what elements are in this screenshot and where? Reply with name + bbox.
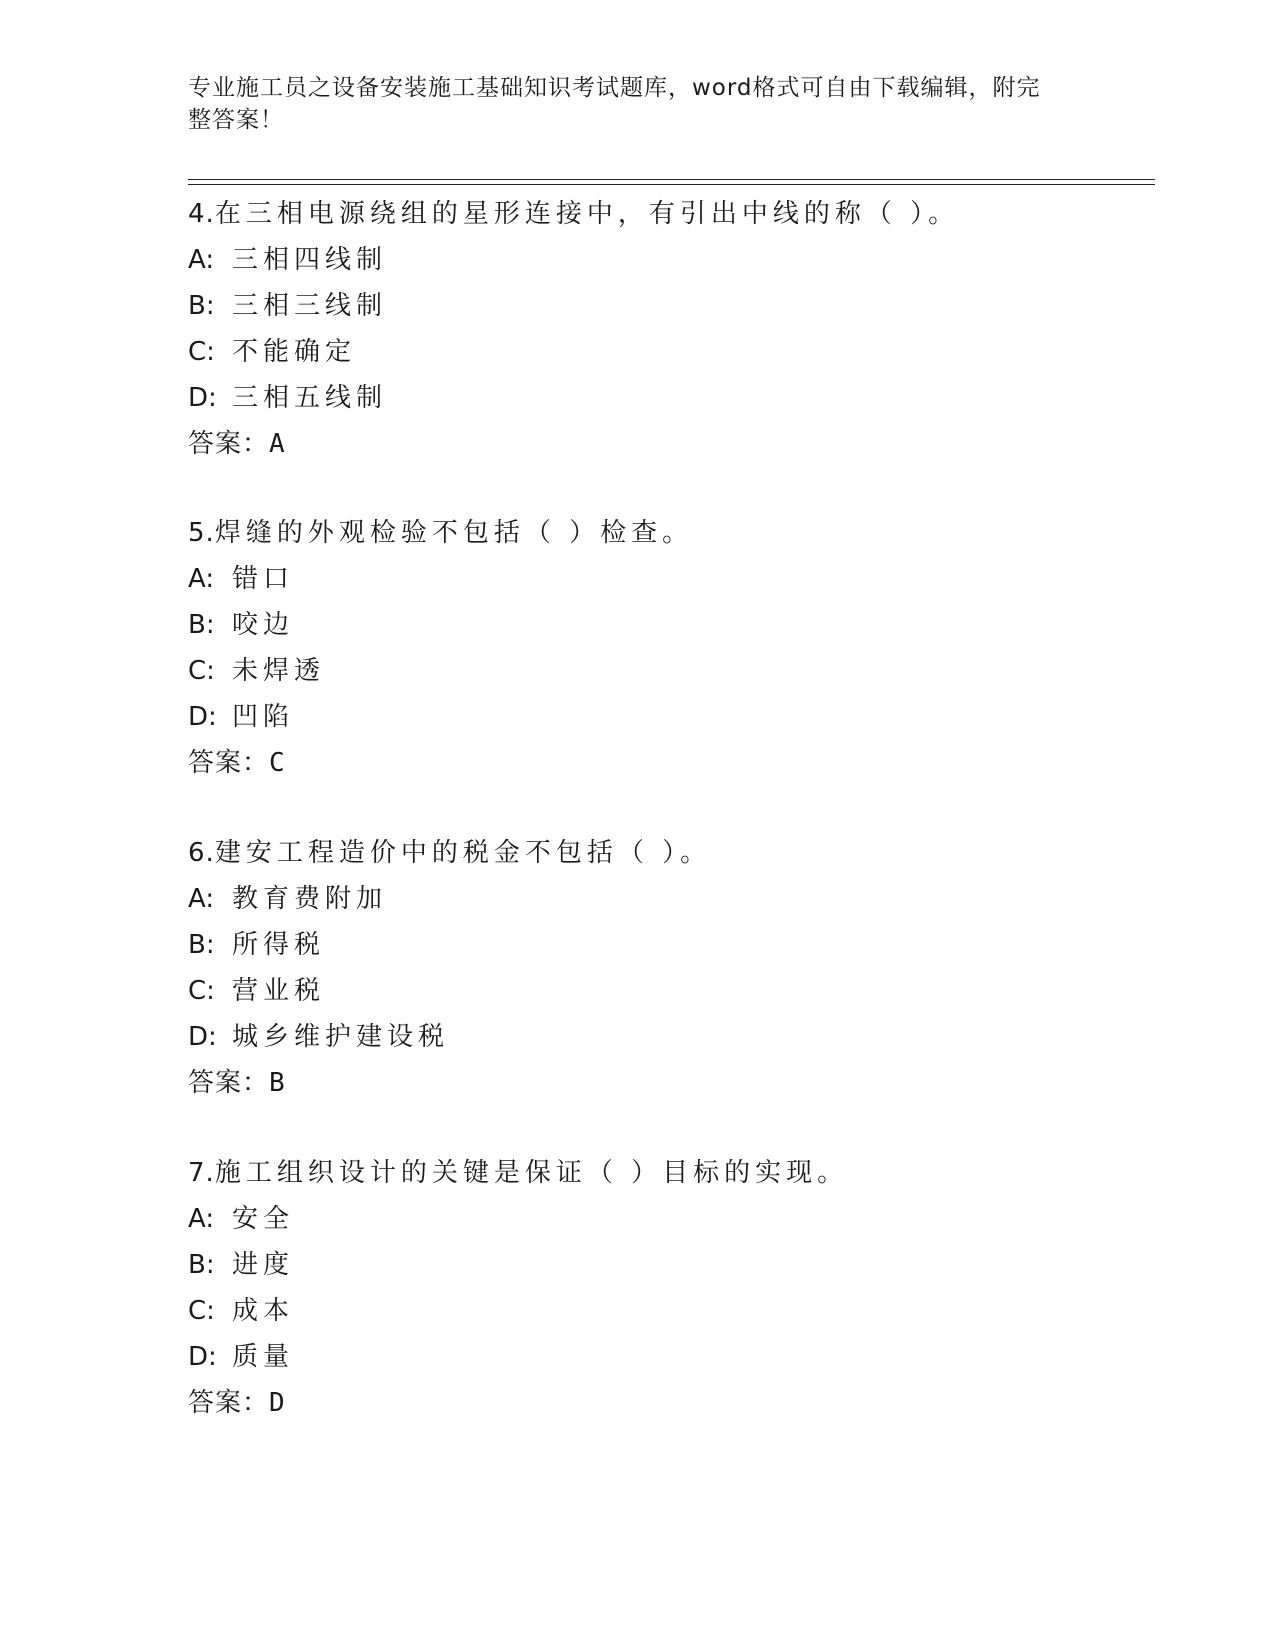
option-letter: B: (188, 291, 215, 321)
answer-label: 答案： (188, 1388, 270, 1418)
option-text: 成本 (232, 1296, 295, 1326)
header-rule-bottom (188, 184, 1155, 185)
answer-label: 答案： (188, 748, 270, 778)
option-c (188, 968, 1155, 1014)
option-letter: D: (188, 702, 217, 732)
option-letter: C: (188, 976, 215, 1006)
question-text: 在三相电源绕组的星形连接中，有引出中线的称（ ）。 (214, 199, 960, 229)
option-text: 进度 (232, 1250, 295, 1280)
question-text: 焊缝的外观检验不包括（ ）检查。 (214, 518, 694, 548)
option-letter: A: (188, 884, 215, 914)
answer-line (188, 1380, 1155, 1426)
question-text: 建安工程造价中的税金不包括（ ）。 (214, 838, 712, 868)
answer-label: 答案： (188, 1068, 270, 1098)
option-text: 不能确定 (232, 337, 357, 367)
option-d (188, 1014, 1155, 1060)
option-a (188, 1196, 1155, 1242)
answer-line (188, 421, 1155, 467)
option-c (188, 1288, 1155, 1334)
option-letter: D: (188, 1342, 217, 1372)
option-text: 营业税 (232, 976, 326, 1006)
option-text: 三相三线制 (232, 291, 388, 321)
option-letter: D: (188, 383, 217, 413)
option-letter: A: (188, 564, 215, 594)
option-b (188, 922, 1155, 968)
header-line-1: 专业施工员之设备安装施工基础知识考试题库，word格式可自由下载编辑，附完 (188, 75, 1041, 101)
option-d (188, 1334, 1155, 1380)
question-stem (188, 191, 1155, 237)
answer-line (188, 1060, 1155, 1106)
question-stem (188, 1150, 1155, 1196)
option-b (188, 1242, 1155, 1288)
option-text: 三相五线制 (232, 383, 388, 413)
option-text: 错口 (232, 564, 295, 594)
option-d (188, 694, 1155, 740)
option-text: 三相四线制 (232, 245, 388, 275)
answer-label: 答案： (188, 429, 270, 459)
option-letter: B: (188, 930, 215, 960)
question-stem (188, 510, 1155, 556)
question-stem (188, 830, 1155, 876)
option-letter: B: (188, 1250, 215, 1280)
answer-value: D (269, 1388, 285, 1418)
option-text: 未焊透 (232, 656, 326, 686)
answer-line (188, 740, 1155, 786)
option-letter: C: (188, 1296, 215, 1326)
option-letter: A: (188, 1204, 215, 1234)
option-letter: C: (188, 337, 215, 367)
answer-value: B (269, 1068, 285, 1098)
question-number: 5. (188, 518, 215, 548)
option-text: 咬边 (232, 610, 295, 640)
answer-value: A (269, 429, 285, 459)
option-text: 教育费附加 (232, 884, 388, 914)
option-d (188, 375, 1155, 421)
option-text: 凹陷 (232, 702, 295, 732)
option-text: 城乡维护建设税 (232, 1022, 450, 1052)
question-text: 施工组织设计的关键是保证（ ）目标的实现。 (214, 1158, 849, 1188)
question-number: 7. (188, 1158, 215, 1188)
question-block (188, 1150, 1155, 1426)
question-block (188, 191, 1155, 467)
option-letter: A: (188, 245, 215, 275)
question-block (188, 510, 1155, 786)
question-block (188, 830, 1155, 1106)
option-text: 质量 (232, 1342, 295, 1372)
question-number: 6. (188, 838, 215, 868)
option-text: 所得税 (232, 930, 326, 960)
option-c (188, 648, 1155, 694)
answer-value: C (269, 748, 285, 778)
option-b (188, 283, 1155, 329)
option-text: 安全 (232, 1204, 295, 1234)
document-header (188, 72, 1068, 136)
option-c (188, 329, 1155, 375)
option-letter: B: (188, 610, 215, 640)
option-a (188, 237, 1155, 283)
header-line-2: 整答案！ (188, 107, 284, 133)
option-a (188, 876, 1155, 922)
option-letter: D: (188, 1022, 217, 1052)
option-b (188, 602, 1155, 648)
option-letter: C: (188, 656, 215, 686)
header-rule-top (188, 179, 1155, 180)
question-number: 4. (188, 199, 215, 229)
option-a (188, 556, 1155, 602)
